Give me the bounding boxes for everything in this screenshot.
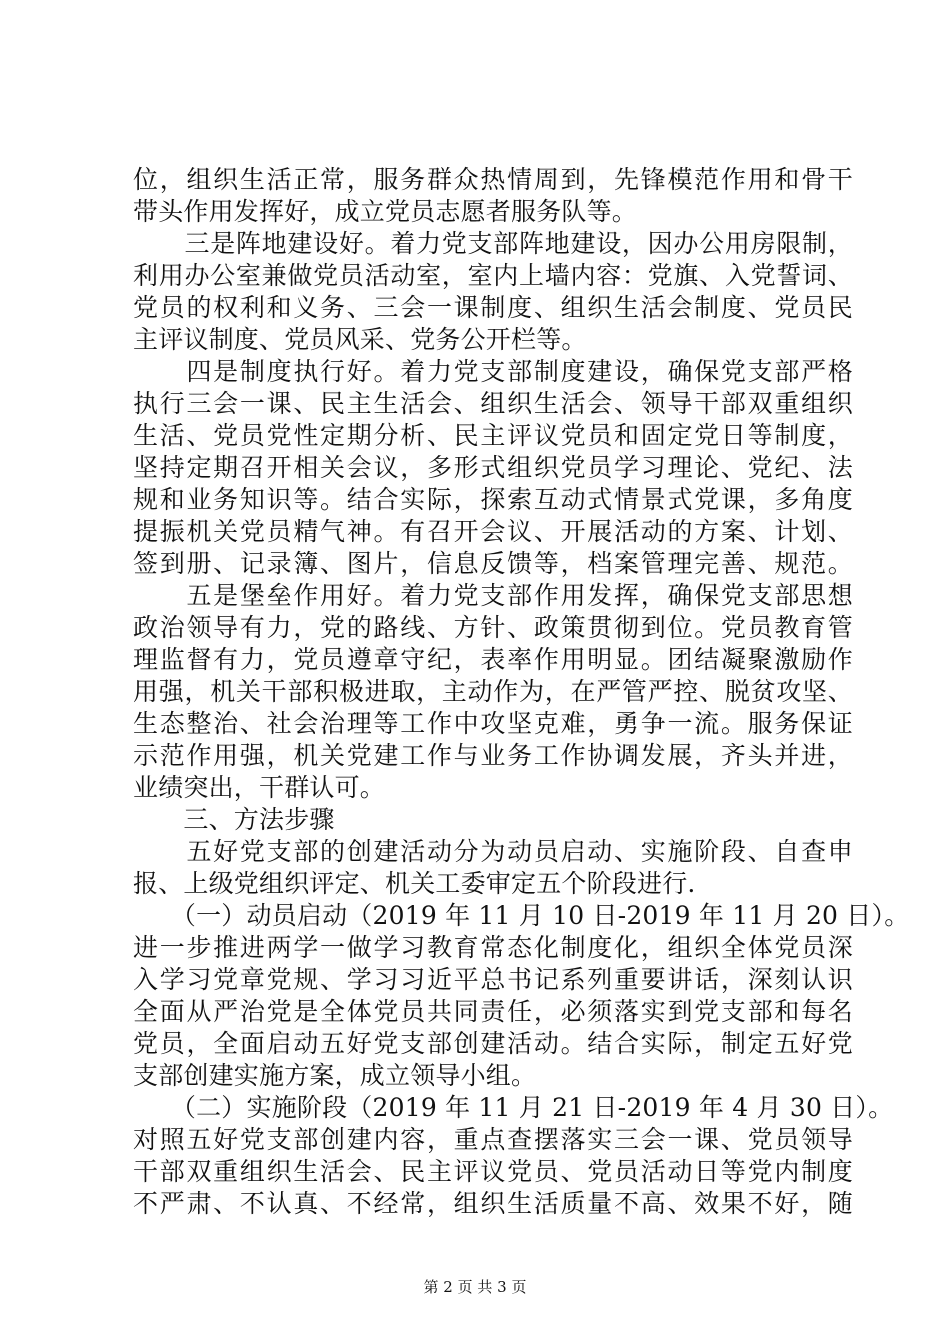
- text-line: 支部创建实施方案，成立领导小组。: [133, 1061, 537, 1090]
- text-line: 对照五好党支部创建内容，重点查摆落实三会一课、党员领导: [133, 1125, 853, 1154]
- text-line: 主评议制度、党员风采、党务公开栏等。: [133, 325, 587, 354]
- text-line: 签到册、记录簿、图片，信息反馈等，档案管理完善、规范。: [133, 549, 853, 578]
- text-line: 坚持定期召开相关会议，多形式组织党员学习理论、党纪、法: [133, 453, 853, 482]
- text-line: 进一步推进两学一做学习教育常态化制度化，组织全体党员深: [133, 933, 853, 962]
- text-line: 业绩突出，干群认可。: [133, 773, 386, 802]
- text-line: 理监督有力，党员遵章守纪，表率作用明显。团结凝聚激励作: [133, 645, 853, 674]
- page-number: 第 2 页 共 3 页: [423, 1278, 527, 1296]
- text-line: 提振机关党员精气神。有召开会议、开展活动的方案、计划、: [133, 517, 853, 546]
- text-line: 政治领导有力，党的路线、方针、政策贯彻到位。党员教育管: [133, 613, 853, 642]
- text-line: 生活、党员党性定期分析、民主评议党员和固定党日等制度，: [133, 421, 853, 450]
- text-line: 规和业务知识等。结合实际，探索互动式情景式党课，多角度: [133, 485, 853, 514]
- text-line: 位，组织生活正常，服务群众热情周到，先锋模范作用和骨干: [133, 165, 853, 194]
- text-line: 不严肃、不认真、不经常，组织生活质量不高、效果不好，随: [133, 1189, 853, 1218]
- text-line: 党员的权利和义务、三会一课制度、组织生活会制度、党员民: [133, 293, 853, 322]
- text-line: 三是阵地建设好。着力党支部阵地建设，因办公用房限制，: [133, 229, 853, 258]
- text-line: （一）动员启动（2019 年 11 月 10 日-2019 年 11 月 20 日）。: [133, 901, 910, 930]
- text-line: 干部双重组织生活会、民主评议党员、党员活动日等党内制度: [133, 1157, 853, 1186]
- text-line: 用强，机关干部积极进取，主动作为，在严管严控、脱贫攻坚、: [133, 677, 853, 706]
- text-line: 执行三会一课、民主生活会、组织生活会、领导干部双重组织: [133, 389, 853, 418]
- text-line: 五是堡垒作用好。着力党支部作用发挥，确保党支部思想: [133, 581, 853, 610]
- text-line: （二）实施阶段（2019 年 11 月 21 日-2019 年 4 月 30 日）。: [133, 1093, 894, 1122]
- text-line: 党员，全面启动五好党支部创建活动。结合实际，制定五好党: [133, 1029, 853, 1058]
- text-line: 四是制度执行好。着力党支部制度建设，确保党支部严格: [133, 357, 853, 386]
- text-line: 生态整治、社会治理等工作中攻坚克难，勇争一流。服务保证: [133, 709, 853, 738]
- text-line: 全面从严治党是全体党员共同责任，必须落实到党支部和每名: [133, 997, 853, 1026]
- text-line: 利用办公室兼做党员活动室，室内上墙内容：党旗、入党誓词、: [133, 261, 853, 290]
- text-line: 带头作用发挥好，成立党员志愿者服务队等。: [133, 197, 638, 226]
- text-line: 报、上级党组织评定、机关工委审定五个阶段进行.: [133, 869, 696, 898]
- text-line: 入学习党章党规、学习习近平总书记系列重要讲话，深刻认识: [133, 965, 853, 994]
- section-heading: 三、方法步骤: [133, 805, 335, 834]
- document-body: [133, 164, 910, 1220]
- text-line: 示范作用强，机关党建工作与业务工作协调发展，齐头并进，: [133, 741, 853, 770]
- text-line: 五好党支部的创建活动分为动员启动、实施阶段、自查申: [133, 837, 853, 866]
